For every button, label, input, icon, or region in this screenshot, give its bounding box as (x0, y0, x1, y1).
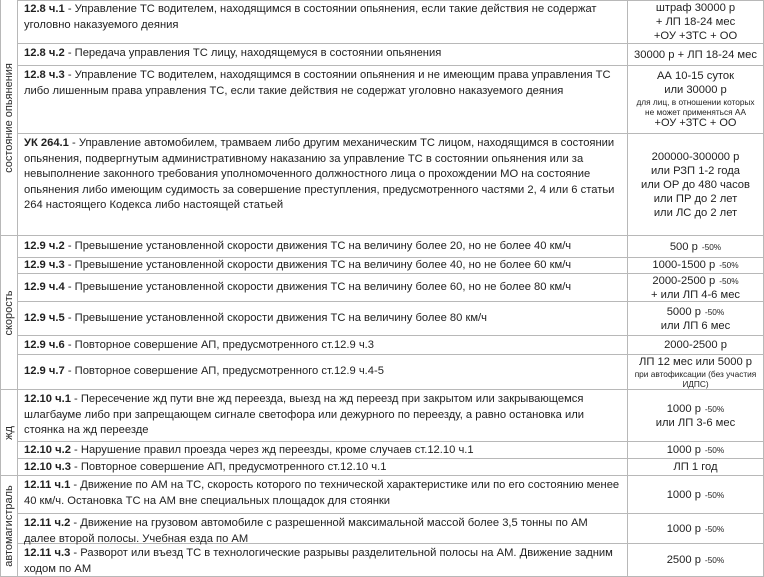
article-body: - Повторное совершение АП, предусмотренного ст.12.9 ч.3 (64, 339, 374, 351)
article-text (24, 478, 621, 509)
penalty-text: штраф 30000 р (655, 1, 736, 14)
article-code: 12.10 ч.3 (24, 461, 71, 473)
penalty-text: 1000 р (666, 443, 701, 456)
penalty-line (632, 206, 759, 220)
article-body: - Повторное совершение АП, предусмотренного ст.12.10 ч.1 (70, 461, 387, 473)
section-label-text: скорость (2, 289, 15, 336)
penalty-text: или ЛС до 2 лет (653, 206, 738, 219)
article-body: - Превышение установленной скорости движения ТС на величину более 60, но не более 80 км/ч (64, 280, 572, 293)
article-code: 12.10 ч.2 (24, 444, 71, 456)
penalty-text: ЛП 12 мес или 5000 р (638, 356, 752, 368)
discount-badge: -50% (704, 306, 725, 317)
article-description (18, 442, 628, 459)
penalty-line (632, 522, 759, 536)
section-label (0, 0, 18, 236)
article-description (18, 302, 628, 336)
penalty-cell (628, 44, 764, 66)
penalty-text: или 30000 р (664, 84, 727, 96)
penalty-line (632, 48, 759, 62)
article-description (18, 390, 628, 442)
article-body: - Превышение установленной скорости движения ТС на величину более 80 км/ч (64, 311, 487, 324)
penalty-text: + ЛП 18-24 мес (655, 15, 736, 28)
penalty-note: +ОУ +ЗТС + ОО (654, 117, 737, 129)
penalty-line (632, 274, 759, 288)
penalty-text: 2000-2500 р (664, 338, 727, 351)
discount-badge: -50% (704, 555, 725, 565)
article-text (24, 459, 621, 475)
penalty-cell (628, 134, 764, 236)
penalty-line (632, 355, 759, 369)
penalty-text: АА 10-15 суток (656, 70, 735, 82)
article-body: - Управление автомобилем, трамваем либо другим механическим ТС лицом, находящимся в состоянии опьянения, подвергнутым административному наказанию за управление ТС в состоянии опьянения или за невыполнение законного требования уполномоченного должностного лица о прохождении МО на состояние опьянения либо имеющим судимость за совершение преступления, предусмотренного частями 2, 4 или 6 статьи 264 настоящего Кодекса либо настоящей статьей (24, 137, 615, 211)
penalty-text: 30000 р + ЛП 18-24 мес (634, 48, 757, 61)
article-body: - Управление ТС водителем, находящимся в состоянии опьянения, если такие действия не содержат уголовно наказуемого деяния (24, 3, 597, 31)
section-label-text: жд (2, 425, 15, 440)
penalty-line (632, 553, 759, 567)
penalty-line (632, 288, 759, 302)
article-text (24, 311, 621, 327)
penalty-text: или ОР до 480 часов (641, 178, 750, 191)
penalty-line (632, 305, 759, 319)
penalty-text: 5000 р (666, 305, 701, 318)
article-body: - Движение по АМ на ТС, скорость которого по технической характеристике или по его состоянию менее 40 км/ч. Остановка ТС на АМ вне специальных площадок для стоянки (24, 479, 620, 507)
article-description (18, 476, 628, 514)
penalty-cell (628, 514, 764, 544)
penalty-cell (628, 274, 764, 302)
article-text (24, 336, 621, 354)
article-text (24, 442, 621, 458)
penalty-cell (628, 355, 764, 390)
penalty-text: 1000 р (666, 488, 701, 501)
article-text (24, 392, 621, 439)
penalty-text: +ОУ +ЗТС + ОО (653, 29, 738, 42)
discount-badge: -50% (704, 489, 725, 500)
penalty-text: или ПР до 2 лет (653, 192, 738, 205)
penalty-text: 2000-2500 р (652, 274, 716, 287)
penalty-line (632, 15, 759, 29)
article-code: УК 264.1 (24, 137, 69, 149)
article-description (18, 134, 628, 236)
penalty-text: или ЛП 3-6 мес (655, 416, 736, 429)
article-code: 12.9 ч.2 (24, 239, 65, 252)
penalty-text: 1000 р (666, 402, 701, 415)
article-body: - Разворот или въезд ТС в технологические разрывы разделительной полосы на АМ. Движение задним ходом по АМ (24, 547, 613, 575)
penalty-cell (628, 302, 764, 336)
article-description (18, 274, 628, 302)
penalty-cell (628, 0, 764, 44)
section-label-text: состояние опьянения (2, 62, 15, 173)
article-text (24, 2, 621, 33)
penalty-line (632, 488, 759, 502)
penalty-line (632, 192, 759, 206)
penalty-text: или РЗП 1-2 года (650, 164, 741, 177)
penalty-note: для лиц, в отношении которых не может применяться АА (636, 97, 755, 117)
article-code: 12.10 ч.1 (24, 393, 71, 405)
article-body: - Движение на грузовом автомобиле с разрешенной максимальной массой более 3,5 тонны по АМ далее второй полосы. Учебная езда по АМ (24, 517, 588, 545)
penalty-line (632, 259, 759, 272)
penalty-cell (628, 258, 764, 274)
penalty-line (632, 240, 759, 254)
article-description (18, 66, 628, 134)
penalty-line (632, 319, 759, 333)
discount-badge: -50% (719, 275, 739, 286)
article-body: - Нарушение правил проезда через жд переезды, кроме случаев ст.12.10 ч.1 (70, 444, 474, 456)
discount-badge: -50% (701, 241, 722, 252)
discount-badge: -50% (719, 260, 739, 270)
article-body: - Превышение установленной скорости движения ТС на величину более 40, но не более 60 км/ч (64, 259, 572, 271)
article-description (18, 258, 628, 274)
penalty-line (632, 83, 759, 97)
penalty-cell (628, 390, 764, 442)
section-label (0, 236, 18, 390)
article-description (18, 0, 628, 44)
article-text (24, 46, 621, 62)
article-body: - Передача управления ТС лицу, находящемуся в состоянии опьянения (64, 47, 442, 59)
penalty-text: 1000-1500 р (652, 259, 716, 271)
article-body: - Повторное совершение АП, предусмотренного ст.12.9 ч.4-5 (64, 365, 384, 378)
article-description (18, 514, 628, 544)
article-description (18, 336, 628, 355)
article-code: 12.9 ч.4 (24, 280, 65, 293)
penalty-line (632, 402, 759, 416)
article-text (24, 68, 621, 99)
article-text (24, 258, 621, 273)
article-code: 12.9 ч.5 (24, 311, 65, 324)
article-description (18, 459, 628, 476)
penalty-cell (628, 336, 764, 355)
section-label (0, 476, 18, 577)
penalty-text: + или ЛП 4-6 мес (650, 288, 741, 301)
article-text (24, 546, 621, 577)
discount-badge: -50% (704, 444, 725, 455)
article-description (18, 44, 628, 66)
penalty-line (632, 178, 759, 192)
article-text (24, 516, 621, 547)
article-code: 12.8 ч.3 (24, 69, 65, 81)
article-code: 12.9 ч.7 (24, 365, 65, 378)
penalty-line (632, 69, 759, 83)
penalty-line (632, 444, 759, 457)
article-code: 12.8 ч.2 (24, 47, 65, 59)
article-body: - Пересечение жд пути вне жд переезда, выезд на жд переезд при закрытом или закрывающемся шлагбауме либо при запрещающем сигнале светофора или дежурного по переезду, а равно остановка или стоянка на жд переезде (24, 393, 585, 436)
penalty-text: ЛП 1 год (673, 460, 718, 473)
article-text (24, 280, 621, 296)
article-text (24, 239, 621, 255)
section-label-text: автомагистраль (2, 485, 15, 567)
article-body: - Превышение установленной скорости движения ТС на величину более 20, но не более 40 км/ч (64, 239, 572, 252)
penalty-line (632, 29, 759, 43)
penalty-note: при автофиксации (без участия ИДПС) (634, 369, 757, 389)
article-code: 12.11 ч.3 (24, 547, 71, 559)
article-code: 12.8 ч.1 (24, 3, 65, 15)
penalty-text: 200000-300000 р (651, 150, 740, 163)
penalty-cell (628, 442, 764, 459)
penalty-line (632, 150, 759, 164)
article-code: 12.9 ч.3 (24, 259, 65, 271)
discount-badge: -50% (704, 403, 725, 414)
article-text (24, 364, 621, 380)
penalty-text: 2500 р (666, 554, 701, 566)
article-text (24, 136, 621, 214)
penalty-text: или ЛП 6 мес (660, 319, 731, 332)
penalty-line (632, 339, 759, 352)
penalty-line (632, 461, 759, 474)
penalty-cell (628, 459, 764, 476)
penalty-line (632, 416, 759, 430)
article-description (18, 544, 628, 577)
penalty-text: 1000 р (666, 522, 701, 535)
penalty-cell (628, 236, 764, 258)
section-label (0, 390, 18, 476)
penalty-cell (628, 544, 764, 577)
article-code: 12.9 ч.6 (24, 339, 65, 351)
penalty-line (632, 164, 759, 178)
article-description (18, 355, 628, 390)
article-code: 12.11 ч.2 (24, 517, 71, 529)
article-code: 12.11 ч.1 (24, 479, 71, 491)
article-body: - Управление ТС водителем, находящимся в состоянии опьянения и не имеющим права управления ТС либо лишенным права управления ТС, если такие действия не содержат уголовно наказуемого деяния (24, 69, 611, 97)
penalty-line (632, 1, 759, 15)
discount-badge: -50% (704, 523, 725, 534)
penalty-text: 500 р (669, 240, 698, 253)
article-description (18, 236, 628, 258)
penalty-cell (628, 476, 764, 514)
penalty-cell (628, 66, 764, 134)
